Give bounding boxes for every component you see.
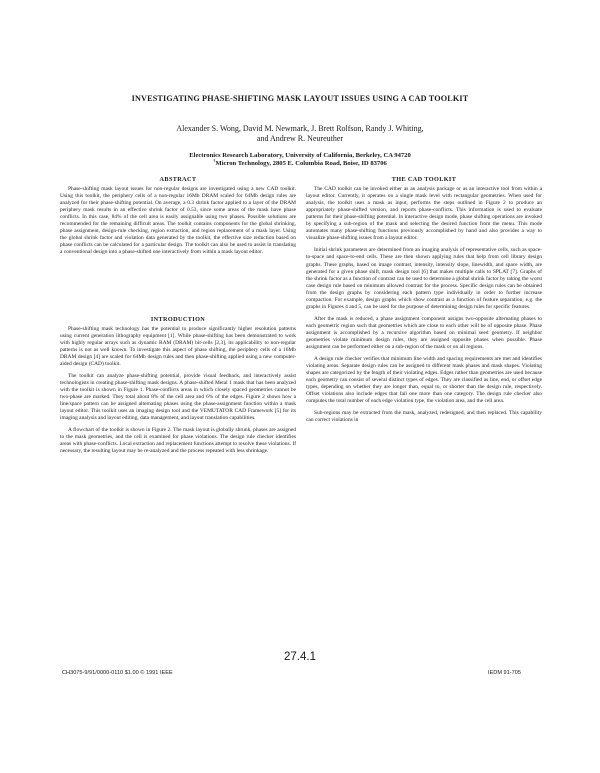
toolkit-paragraph: After the mask is reduced, a phase assignment component assigns two-opposite alternating phases to each geometric region such that geometries which are close to each other will be of opposite phase. Phase assignment is accomplished by a recursive algorithm based on minimal seed geometry. If neighbor geometries violate minimum design rules, they are assigned opposite phases when possible. Phase assignment can be performed either on a sub-region of the mask or on all regions. <box>306 315 542 351</box>
toolkit-paragraph: Sub-regions may be extracted from the mask, analyzed, redesigned, and then replaced. This capability can correct violations in <box>306 410 542 424</box>
affiliation-micron: †Micron Technology, 2805 E. Columbia Road, Boise, ID 83706 <box>213 158 387 168</box>
toolkit-heading: THE CAD TOOLKIT <box>391 176 457 183</box>
intro-paragraph: The toolkit can analyze phase-shifting potential, provide visual feedback, and interactively assist technologists in creating phase-shifting mask designs. A phase-shifted Metal 1 mask that has been analyzed with the toolkit is shown in Figure 1. Phase-conflicts areas in which closely spaced geometries cannot be two-phase are marked. They total about 8% of the cell area and 6% of the edges. Figure 2 shows how a line/space pattern can be assigned alternating phases using the phase-assignment function within a mask layout editor. This toolkit uses an imaging design tool and the VEMUTATOR CAD Framework [5] for its imaging analysis and layout editing, data management, and layout translation capabilities. <box>60 372 296 422</box>
toolkit-paragraph: The CAD toolkit can be invoked either as an analysis package or as an interactive tool from within a layout editor. Currently, it operates on a single mask level with rectangular geometries. When used for analysis, the toolkit uses a mask as input, performs the steps outlined in Figure 2 to produce an appropriately phase-shifted version, and reports phase-conflicts. This information is used to evaluate patterns for their phase-shifting potential. In interactive design mode, phase shifting operations are invoked by specifying a sub-region of the mask and selecting the desired function from the menu. This mode automates many phase-shifting functions previously accomplished by hand and also provides a way to visualize phase-shifting issues from a layout editor. <box>306 186 542 242</box>
left-column <box>60 176 296 460</box>
paper-title: INVESTIGATING PHASE-SHIFTING MASK LAYOUT ISSUES USING A CAD TOOLKIT <box>131 94 469 103</box>
authors-line-2: and Andrew R. Neureuther <box>256 134 344 143</box>
page-number: 27.4.1 <box>284 651 316 663</box>
toolkit-paragraph: A design rule checker verifies that minimum line width and spacing requirements are met and identifies violating areas. Separate design rules can be assigned to different mask phases and mask shapes. Violating shapes are categorized by the length of their violating edges. Edges rather than geometries are used because each geometry can consist of several distinct types of edges. They are classified as line, end, or offset edge types, depending on whether they are longer than, equal to, or shorter than the design rule, respectively. Offset violations also include edges that fail one more than one category. The design rule checker also computes the total number of each edge violation type, the violation area, and the cell area. <box>306 356 542 405</box>
copyright-notice: CH3075-9/91/0000-0110 $1.00 © 1991 IEEE <box>62 670 173 676</box>
column-spacer <box>60 262 296 316</box>
abstract-text: Phase-shifting mask layout issues for non-regular designs are investigated using a new CAD toolkit. Using this toolkit, the periphery cells of a non-regular 16Mb DRAM scaled for 64Mb design rules are analyzed for their phase-shifting potential. On average, a 0.3 shrink factor applied to a layer of the DRAM periphery mask results in an effective shrink factor of 0.53, since some areas of the mask have phase conflicts. In this case, 84% of the cell area is easily assignable using two phases. Possible solutions are recommended for the remaining difficult areas. The toolkit contains components for the global shrinking, phase assignment, design-rule checking, region extraction, and region replacement of a mask layer. Using the global shrink factor and violation data generated by the toolkit, the effective size reduction based on phase conflicts can be calculated for a particular design. The toolkit can also be used to assist in translating a conventional design into a phase-shifted one interactively from within a mask layout editor. <box>60 186 296 256</box>
intro-paragraph: Phase-shifting mask technology has the potential to produce significantly higher resolution patterns using current generation lithography equipment [1]. While phase-shifting has been demonstrated to work with highly regular arrays such as dynamic RAM (DRAM) bit-cells [2,3], its applicability to non-regular patterns is not as well known. To investigate this aspect of phase shifting, the periphery cells of a 16Mb DRAM design [4] are scaled for 64Mb design rules and then phase-shifting applied using a new computer-aided design (CAD) toolkit. <box>60 325 296 367</box>
venue-page: IEDM 91-705 <box>488 670 521 676</box>
toolkit-paragraph: Initial shrink parameters are determined from an imaging analysis of representative cells, such as space-to-space and space-to-end cells. These are then shown applying rules that help from cell library design graphs. These graphs, based on image contrast, intensity, intensity slope, linewidth, and space width, are generated for a given phase shift, mask design tool [6] that makes multiple calls to SPLAT [7]. Graphs of the shrink factor as a function of contrast can be used to determine a global shrink factor by taking the worst case design rule based on minimum allowed contrast for the process. Specific design rules can be obtained from the design graphs by considering each pattern type individually in order to further increase compaction. For example, design graphs which show contrast as a function of feature separation, e.g. the graphs in Figures 4 and 5, can be used for the purpose of determining design rules for specific features. <box>306 247 542 310</box>
authors-line-1: Alexander S. Wong, David M. Newmark, J. Brett Rolfson, Randy J. Whiting, <box>176 124 424 133</box>
right-column <box>306 176 542 430</box>
intro-paragraph: A flowchart of the toolkit is shown in Figure 2. The mask layout is globally shrunk, phases are assigned to the mask geometries, and the cell is examined for phase violations. The design rule checker identifies areas with phase-conflicts. Local extraction and replacement functions attempt to resolve these violations. If necessary, the resulting layout may be re-analyzed and the process repeated with less shrinkage. <box>60 427 296 455</box>
introduction-heading: INTRODUCTION <box>150 315 206 323</box>
abstract-heading: ABSTRACT <box>159 176 197 183</box>
affiliations <box>60 152 540 169</box>
author-list <box>60 124 540 144</box>
affiliation-berkeley: Electronics Research Laboratory, University of California, Berkeley, CA 94720 <box>189 152 411 159</box>
affiliation-micron-text: Micron Technology, 2805 E. Columbia Road, Boise, ID 83706 <box>215 160 387 168</box>
